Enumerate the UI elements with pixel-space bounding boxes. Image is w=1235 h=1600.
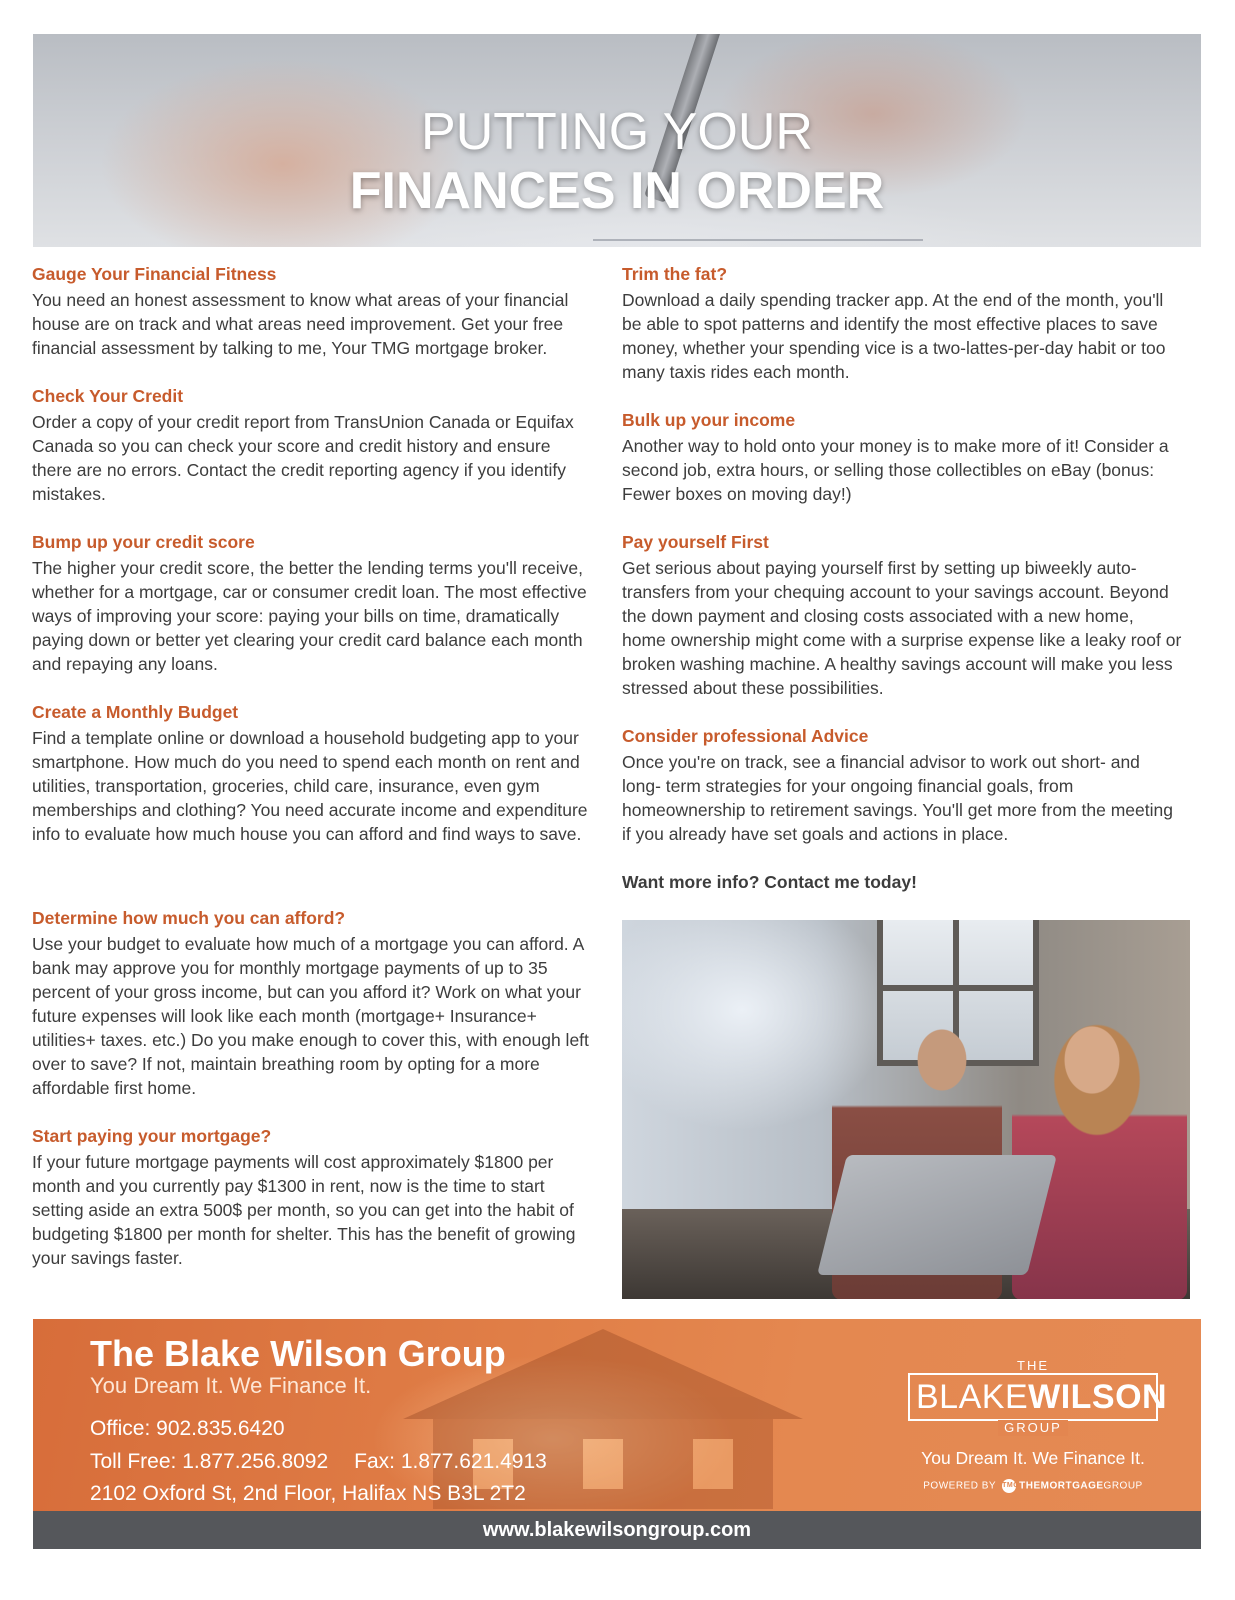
mortgage-group-name-rest: GROUP xyxy=(1103,1480,1143,1492)
logo-tagline: You Dream It. We Finance It. xyxy=(921,1448,1145,1468)
section-heading: Check Your Credit xyxy=(32,386,184,406)
toll-free-phone: Toll Free: 1.877.256.8092 xyxy=(90,1450,329,1473)
couple-laptop-photo xyxy=(622,920,1190,1299)
office-address: 2102 Oxford St, 2nd Floor, Halifax NS B3L 2T2 xyxy=(90,1482,526,1505)
section-heading: Gauge Your Financial Fitness xyxy=(32,264,277,284)
section-body: You need an honest assessment to know what areas of your financial house are on track and what areas need improvement. Get your free financial assessment by talking to me, Your TMG mortgage broker. xyxy=(32,290,569,358)
document-line xyxy=(593,239,923,241)
section-start-paying xyxy=(32,1124,592,1270)
website-link[interactable]: www.blakewilsongroup.com xyxy=(482,1519,752,1541)
section-body: Order a copy of your credit report from TransUnion Canada or Equifax Canada so you can check your score and credit history and ensure there are no errors. Contact the credit reporting agency if you identify mistakes. xyxy=(32,412,574,504)
section-heading: Create a Monthly Budget xyxy=(32,702,239,722)
section-gauge-fitness xyxy=(32,262,592,360)
contact-cta: Want more info? Contact me today! xyxy=(622,872,917,892)
section-heading: Bulk up your income xyxy=(622,410,796,430)
section-body: Find a template online or download a household budgeting app to your smartphone. How much do you need to spend each month on rent and utilities, transportation, groceries, child care, insurance, even gym memberships and clothing? You need accurate income and expenditure info to evaluate how much house you can afford and find ways to save. xyxy=(32,728,588,844)
powered-by xyxy=(908,1479,1158,1493)
website-bar xyxy=(33,1511,1201,1549)
left-column-lower xyxy=(32,906,592,1294)
logo-wordmark xyxy=(908,1373,1168,1421)
title-line-2: FINANCES IN ORDER xyxy=(349,162,885,221)
section-check-credit xyxy=(32,384,592,506)
logo-wilson: WILSON xyxy=(1028,1378,1168,1416)
section-heading: Bump up your credit score xyxy=(32,532,255,552)
section-heading: Consider professional Advice xyxy=(622,726,869,746)
section-monthly-budget xyxy=(32,700,592,846)
laptop-image xyxy=(817,1155,1057,1275)
section-body: Another way to hold onto your money is to make more of it! Consider a second job, extra hours, or selling those collectibles on eBay (bonus: Fewer boxes on moving day!) xyxy=(622,436,1169,504)
section-professional-advice xyxy=(622,724,1182,846)
section-bulk-income xyxy=(622,408,1182,506)
footer-banner xyxy=(33,1319,1201,1549)
page-title xyxy=(33,103,1201,221)
left-column xyxy=(32,262,592,870)
section-heading: Determine how much you can afford? xyxy=(32,908,346,928)
section-trim-fat xyxy=(622,262,1182,384)
section-body: Use your budget to evaluate how much of a mortgage you can afford. A bank may approve you for monthly mortgage payments of up to 35 percent of your gross income, but can you afford it? Work on what your future expenses will look like each month (mortgage+ Insurance+ utilities+ taxes. etc.) Do you make enough to cover this, with enough left over to save? If not, maintain breathing room by opting for a more affordable first home. xyxy=(32,934,589,1098)
section-heading: Trim the fat? xyxy=(622,264,728,284)
logo-the: THE xyxy=(1017,1358,1049,1373)
company-name: The Blake Wilson Group xyxy=(90,1333,506,1374)
title-line-1: PUTTING YOUR xyxy=(421,103,813,162)
company-tagline: You Dream It. We Finance It. xyxy=(90,1373,372,1398)
section-body: If your future mortgage payments will cost approximately $1800 per month and you currently pay $1300 in rent, now is the time to start setting aside an extra 500$ per month, so you can get into the habit of budgeting $1800 per month for shelter. This has the benefit of growing your savings faster. xyxy=(32,1152,576,1268)
right-column xyxy=(622,262,1182,894)
section-heading: Start paying your mortgage? xyxy=(32,1126,272,1146)
fax-number: Fax: 1.877.621.4913 xyxy=(354,1450,547,1473)
house-window xyxy=(583,1439,623,1489)
section-body: The higher your credit score, the better the lending terms you'll receive, whether for a mortgage, car or consumer credit loan. The most effective ways of improving your score: paying your bills on time, dramatically paying down or better yet clearing your credit card balance each month and repaying any loans. xyxy=(32,558,587,674)
powered-by-label: POWERED BY xyxy=(923,1480,996,1492)
section-credit-score xyxy=(32,530,592,676)
section-body: Once you're on track, see a financial advisor to work out short- and long- term strategies for your ongoing financial goals, from homeownership to retirement savings. You'll get more from the meeting if you already have set goals and actions in place. xyxy=(622,752,1173,844)
hero-banner xyxy=(33,34,1201,247)
office-phone: Office: 902.835.6420 xyxy=(90,1417,285,1440)
section-body: Download a daily spending tracker app. At the end of the month, you'll be able to spot patterns and identify the most effective places to save money, whether your spending vice is a two-lattes-per-day habit or too many taxis rides each month. xyxy=(622,290,1166,382)
tollfree-fax xyxy=(90,1448,547,1476)
section-afford xyxy=(32,906,592,1100)
mortgage-group-name: THEMORTGAGE xyxy=(1019,1480,1104,1492)
section-heading: Pay yourself First xyxy=(622,532,769,552)
logo-group: GROUP xyxy=(998,1420,1068,1436)
house-window xyxy=(693,1439,733,1489)
section-pay-yourself xyxy=(622,530,1182,700)
section-body: Get serious about paying yourself first by setting up biweekly auto-transfers from your chequing account to your savings account. Beyond the down payment and closing costs associated with a new home, home ownership might come with a surprise expense like a leaky roof or broken washing machine. A healthy savings account will make you less stressed about these possibilities. xyxy=(622,558,1182,698)
woman-figure xyxy=(1012,990,1187,1299)
blake-wilson-logo xyxy=(908,1358,1168,1493)
mortgage-group-icon: TMG xyxy=(1002,1479,1016,1493)
logo-blake: BLAKE xyxy=(916,1378,1029,1416)
